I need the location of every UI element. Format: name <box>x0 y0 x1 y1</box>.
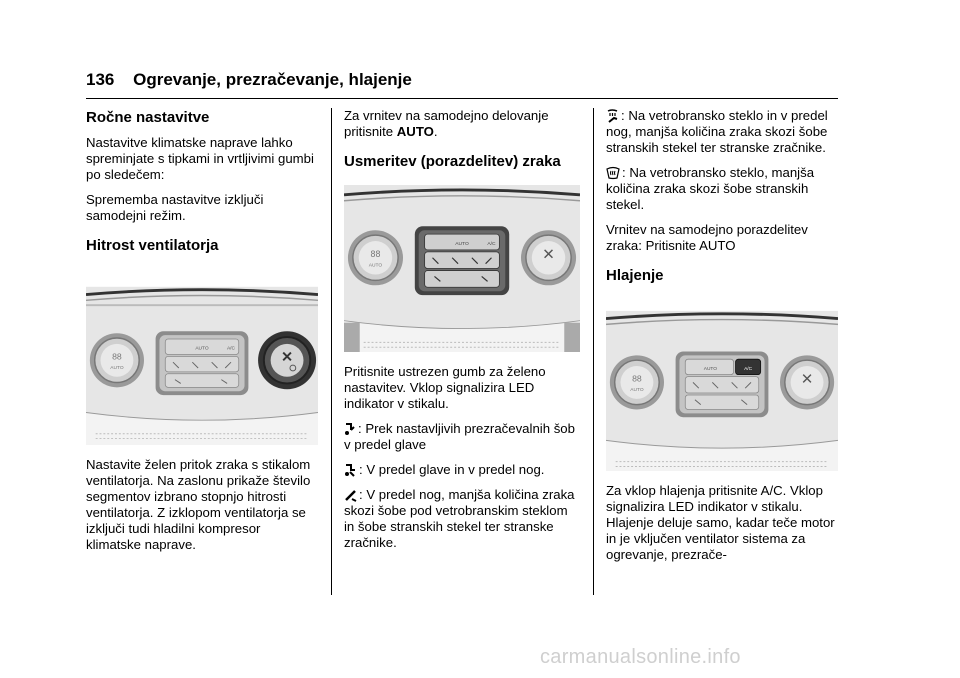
column-1 <box>86 108 318 562</box>
text: . <box>433 124 438 139</box>
left-auto-label: AUTO <box>110 365 124 371</box>
climate-panel-illustration <box>86 281 318 445</box>
page-header <box>86 70 412 90</box>
ac-key: A/C <box>744 366 753 372</box>
auto-key: AUTO <box>455 241 469 247</box>
paragraph: Sprememba nastavitve izklјuči samodejni režim. <box>86 192 264 223</box>
climate-panel-illustration <box>344 185 580 352</box>
list-item-feet <box>344 487 580 551</box>
vent-face-feet-icon <box>344 463 357 477</box>
text: : Na vetrobransko steklo in v predel nog, manjša količina zraka skozi šobe stranskih stekel ter stranske zračnike. <box>606 108 828 155</box>
left-display: 88 <box>112 351 122 362</box>
watermark: carmanualsonline.info <box>540 646 741 668</box>
column-3 <box>606 108 838 572</box>
column-divider <box>331 108 332 595</box>
climate-panel-figure-distribution <box>344 185 580 352</box>
text: : V predel glave in v predel nog. <box>359 462 545 478</box>
windshield-defrost-icon <box>606 166 620 180</box>
paragraph: Za vklop hlajenja pritisnite A/C. Vklop signalizira LED indikator v stikalu. Hlajenje deluje samo, kadar teče motor in je vklјučen ventilator sistema za ogrevanje, prezrače- <box>606 483 835 563</box>
heading-air-distribution: Usmeritev (porazdelitev) zraka <box>344 153 561 170</box>
left-auto-label: AUTO <box>368 263 383 269</box>
paragraph-auto <box>344 108 580 140</box>
auto-bold-label: AUTO <box>396 124 434 139</box>
climate-panel-illustration <box>606 307 838 471</box>
ac-key: A/C <box>226 346 236 352</box>
defrost-feet-icon <box>606 109 619 123</box>
list-item-windshield-defrost <box>606 165 838 213</box>
left-display: 88 <box>632 373 642 384</box>
paragraph: Nastavitve klimatske naprave lahko spreminjate s tipkami in vrtljivimi gumbi po sledečem: <box>86 135 314 182</box>
text: : Na vetrobransko steklo, manjša količina zraka skozi šobe stranskih stekel. <box>606 165 815 212</box>
paragraph: Nastavite želen pritok zraka s stikalom ventilatorja. Na zaslonu prikaže število segmentov izbrano stopnjo hitrosti ventilatorja. Z izklopom ventilatorja se izklјuči tudi hladilni kompresor klimatske naprave. <box>86 457 311 553</box>
page-number: 136 <box>86 70 115 89</box>
climate-panel-figure-cooling <box>606 307 838 471</box>
auto-key: AUTO <box>703 366 718 372</box>
text: Za vrnitev na samodejno delovanje pritisnite <box>344 108 549 139</box>
list-item-defrost-feet <box>606 108 838 156</box>
column-2 <box>344 108 580 560</box>
auto-key: AUTO <box>195 346 209 352</box>
page-title: Ogrevanje, prezračevanje, hlajenje <box>133 70 412 89</box>
heading-fan-speed: Hitrost ventilatorja <box>86 237 219 254</box>
left-auto-label: AUTO <box>630 388 644 394</box>
heading-cooling: Hlajenje <box>606 267 664 284</box>
list-item-vent-face <box>344 421 580 453</box>
ac-key: A/C <box>487 241 496 247</box>
paragraph: Pritisnite ustrezen gumb za želeno nastavitev. Vklop signalizira LED indikator v stikalu. <box>344 364 546 412</box>
text: : V predel nog, manjša količina zraka skozi šobe pod vetrobranskim steklom in šobe stranskih stekel ter stranske zračnike. <box>344 487 575 551</box>
left-display: 88 <box>370 248 381 259</box>
feet-icon <box>344 488 357 502</box>
vent-face-icon <box>344 422 356 436</box>
text: : Prek nastavljivih prezračevalnih šob v predel glave <box>344 421 575 453</box>
climate-panel-figure-fan <box>86 281 318 445</box>
list-item-vent-face-feet <box>344 462 580 478</box>
heading-manual-settings: Ročne nastavitve <box>86 109 210 126</box>
column-divider <box>593 108 594 595</box>
header-rule <box>86 98 838 99</box>
paragraph: Vrnitev na samodejno porazdelitev zraka: Pritisnite AUTO <box>606 222 808 253</box>
